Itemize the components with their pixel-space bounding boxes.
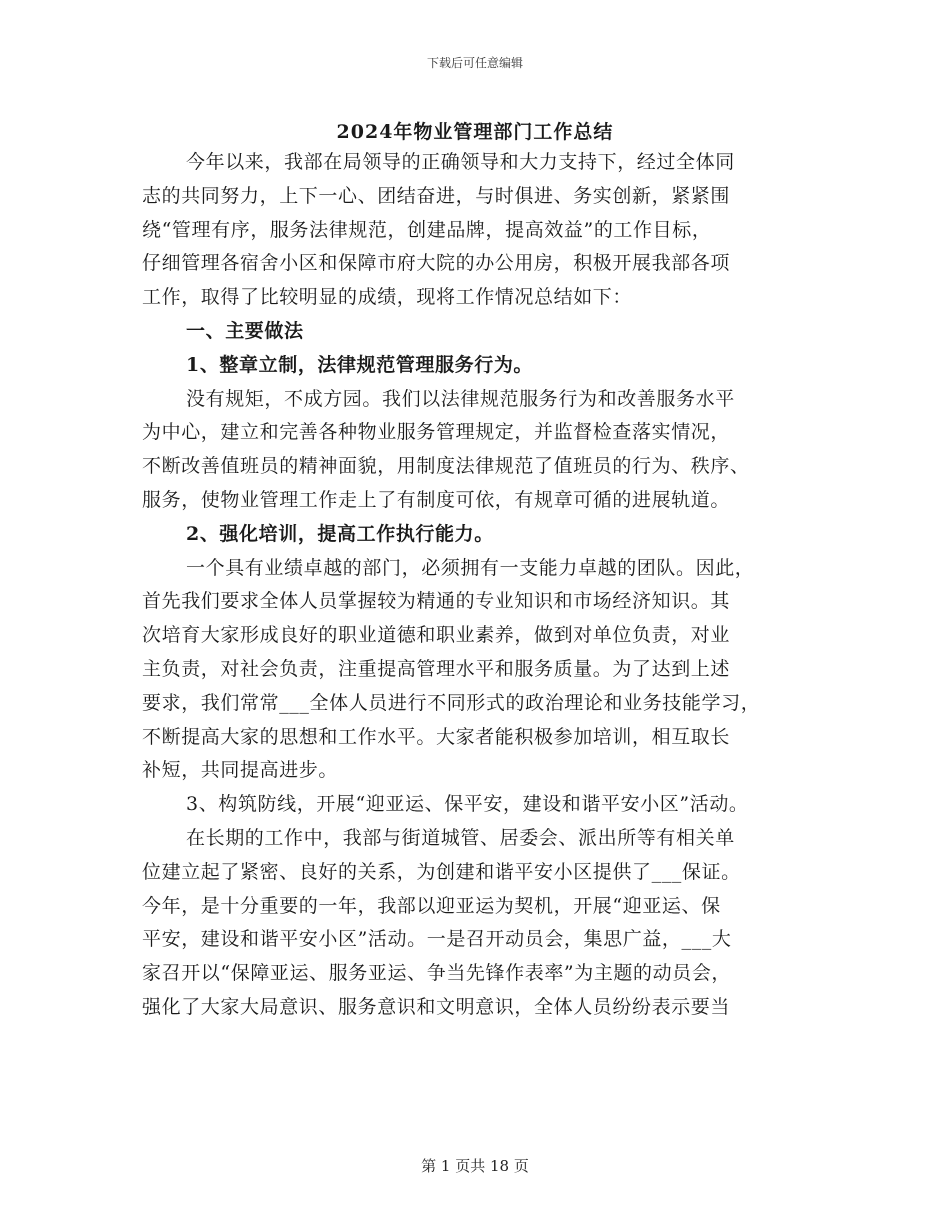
document-body [142,146,832,1025]
body-line: 要求，我们常常___全体人员进行不同形式的政治理论和业务技能学习， [142,691,761,714]
body-line: 平安，建设和谐平安小区”活动。一是召开动员会，集思广益，___大 [142,928,732,951]
body-line: 仔细管理各宿舍小区和保障市府大院的办公用房，积极开展我部各项 [142,252,731,275]
body-line: 绕“管理有序，服务法律规范，创建品牌，提高效益”的工作目标， [142,218,712,241]
body-line: 不断提高大家的思想和工作水平。大家者能积极参加培训，相互取长 [142,725,731,748]
body-line: 位建立起了紧密、良好的关系，为创建和谐平安小区提供了___保证。 [142,860,741,883]
body-line: 没有规矩，不成方园。我们以法律规范服务行为和改善服务水平 [186,387,735,410]
body-line: 在长期的工作中，我部与街道城管、居委会、派出所等有相关单 [186,826,735,849]
body-line: 一个具有业绩卓越的部门，必须拥有一支能力卓越的团队。因此， [186,556,755,579]
body-line: 服务，使物业管理工作走上了有制度可依，有规章可循的进展轨道。 [142,488,731,511]
body-line: 补短，共同提高进步。 [142,759,339,782]
subsection-heading: 2、强化培训，提高工作执行能力。 [186,522,494,545]
body-line: 首先我们要求全体人员掌握较为精通的专业知识和市场经济知识。其 [142,590,731,613]
body-line: 强化了大家大局意识、服务意识和文明意识，全体人员纷纷表示要当 [142,995,731,1018]
body-line: 为中心，建立和完善各种物业服务管理规定，并监督检查落实情况， [142,421,731,444]
subsection-heading: 3、构筑防线，开展“迎亚运、保平安，建设和谐平安小区”活动。 [186,793,749,816]
body-line: 家召开以“保障亚运、服务亚运、争当先锋作表率”为主题的动员会， [142,962,732,985]
body-line: 主负责，对社会负责，注重提高管理水平和服务质量。为了达到上述 [142,657,731,680]
subsection-heading: 1、整章立制，法律规范管理服务行为。 [186,353,534,376]
body-line: 志的共同努力，上下一心、团结奋进，与时俱进、务实创新，紧紧围 [142,184,731,207]
body-line: 今年以来，我部在局领导的正确领导和大力支持下，经过全体同 [186,151,735,173]
header-note: 下载后可任意编辑 [426,56,523,70]
document-title: 2024年物业管理部门工作总结 [336,121,614,143]
page-footer: 第 1 页共 18 页 [421,1157,529,1175]
section-heading: 一、主要做法 [186,319,304,342]
body-line: 今年，是十分重要的一年，我部以迎亚运为契机，开展“迎亚运、保 [142,894,721,917]
body-line: 工作，取得了比较明显的成绩，现将工作情况总结如下： [142,286,633,309]
body-line: 次培育大家形成良好的职业道德和职业素养，做到对单位负责，对业 [142,624,731,647]
body-line: 不断改善值班员的精神面貌，用制度法律规范了值班员的行为、秩序、 [142,455,750,478]
